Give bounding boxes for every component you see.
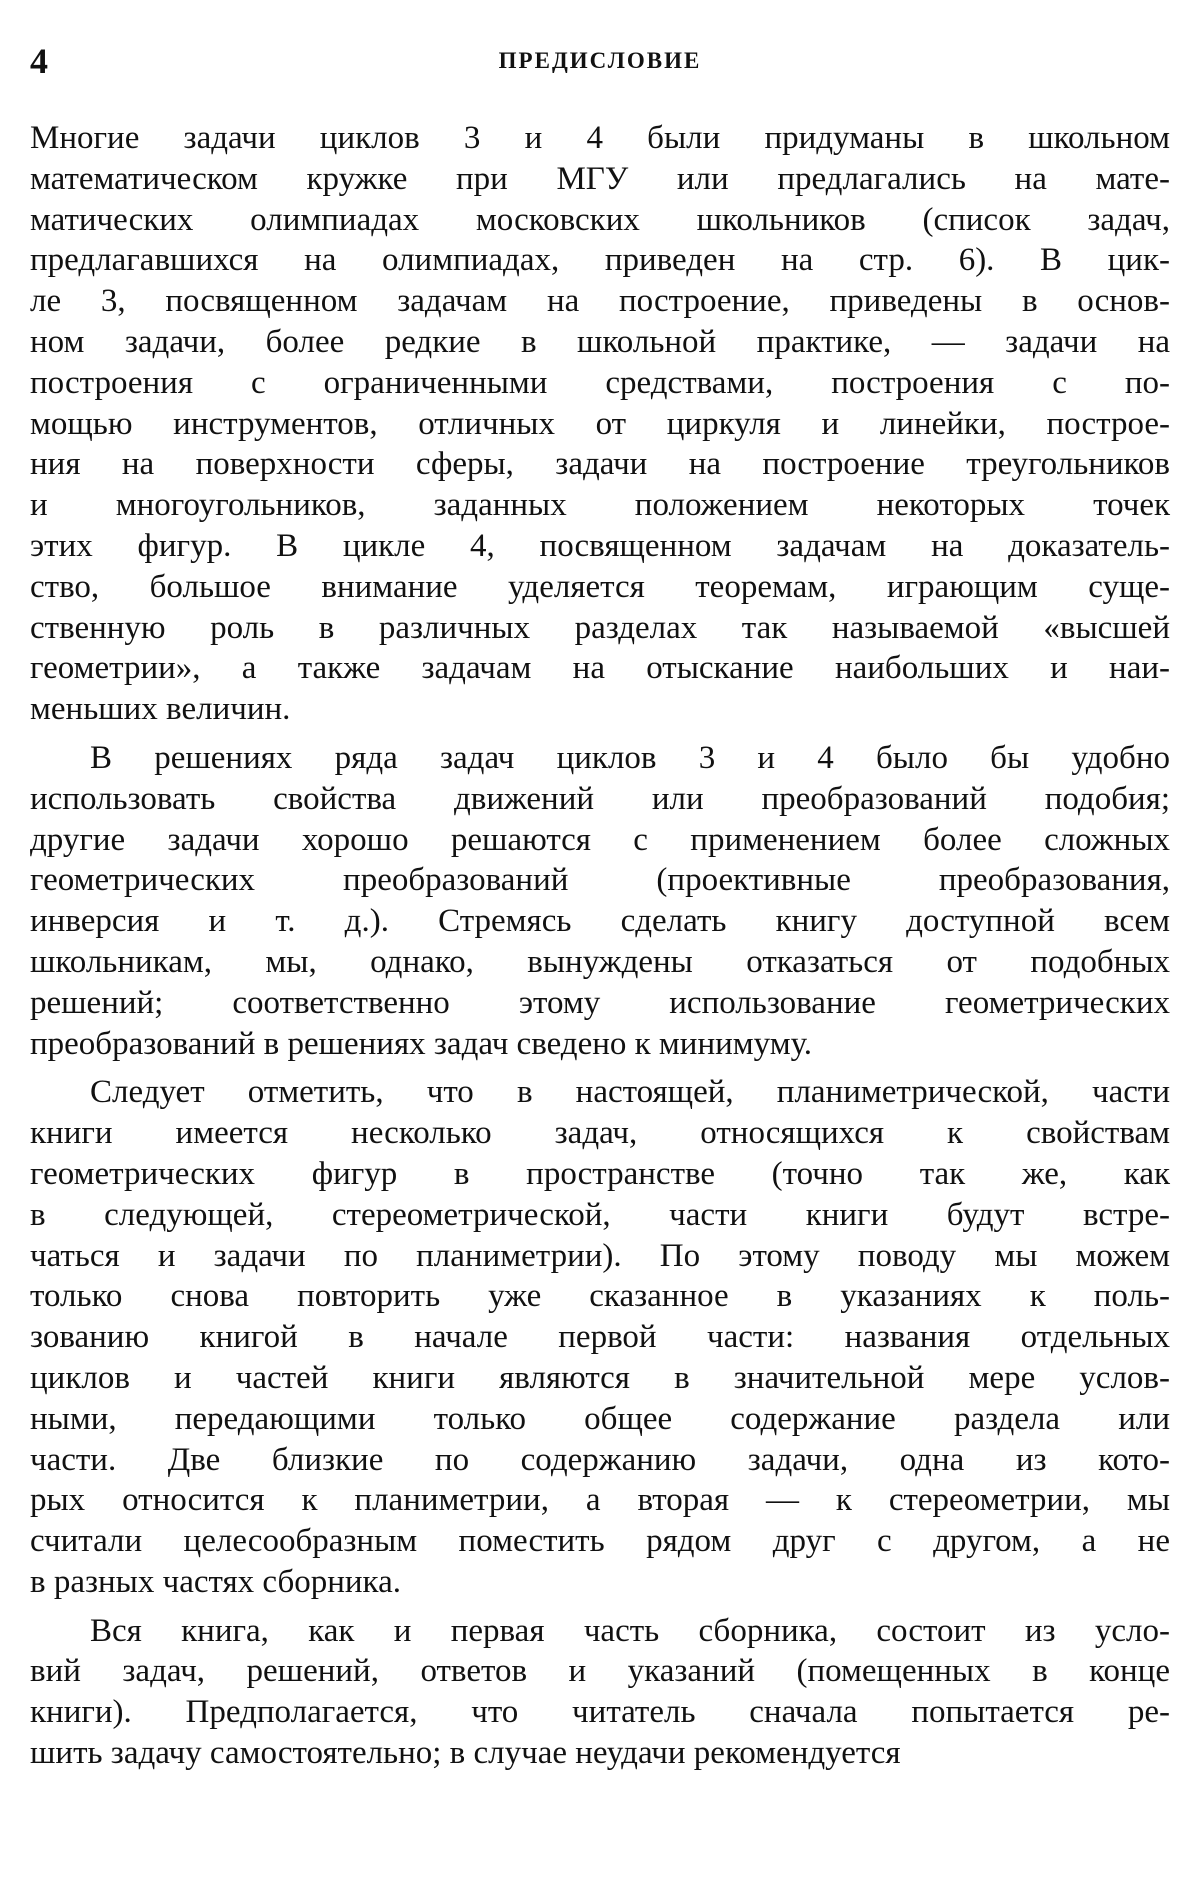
text-line: книги). Предполагается, что читатель сначала попытается ре- (30, 1694, 1170, 1731)
text-line: использовать свойства движений или преобразований подобия; (30, 780, 1170, 817)
text-line: геометрических преобразований (проективные преобразования, (30, 862, 1170, 899)
text-line: Многие задачи циклов 3 и 4 были придуманы в школьном (30, 120, 1170, 156)
text-line: предлагавшихся на олимпиадах, приведен на стр. 6). В цик- (30, 242, 1170, 279)
body-text (30, 118, 1170, 1782)
text-line: книги имеется несколько задач, относящихся к свойствам (30, 1115, 1170, 1152)
text-line: Вся книга, как и первая часть сборника, состоит из усло- (90, 1612, 1170, 1649)
text-line: вий задач, решений, ответов и указаний (помещенных в конце (30, 1653, 1170, 1690)
running-title: ПРЕДИСЛОВИЕ (498, 48, 702, 73)
text-line: чаться и задачи по планиметрии). По этому поводу мы можем (30, 1237, 1170, 1274)
text-line: Следует отметить, что в настоящей, планиметрической, части (90, 1074, 1170, 1111)
text-line: ство, большое внимание уделяется теоремам, играющим суще- (30, 568, 1170, 605)
text-line: геометрических фигур в пространстве (точно так же, как (30, 1155, 1170, 1192)
text-line: и многоугольников, заданных положением некоторых точек (30, 487, 1170, 524)
text-line: циклов и частей книги являются в значительной мере услов- (30, 1359, 1170, 1396)
text-line: геометрии», а также задачам на отыскание наибольших и наи- (30, 650, 1170, 687)
text-line: ными, передающими только общее содержание раздела или (30, 1400, 1170, 1437)
page-number: 4 (30, 41, 48, 81)
text-line: решений; соответственно этому использование геометрических (30, 984, 1170, 1021)
paragraph-4 (30, 1611, 1170, 1774)
text-line: ле 3, посвященном задачам на построение, приведены в основ- (30, 283, 1170, 320)
text-line: рых относится к планиметрии, а вторая — к стереометрии, мы (30, 1482, 1170, 1519)
paragraph-2 (30, 738, 1170, 1064)
paragraph-3 (30, 1072, 1170, 1602)
text-line: меньших величин. (30, 691, 291, 728)
text-line: преобразований в решениях задач сведено к минимуму. (30, 1025, 813, 1062)
text-line: ном задачи, более редкие в школьной практике, — задачи на (30, 323, 1170, 360)
text-line: ния на поверхности сферы, задачи на построение треугольников (30, 446, 1170, 483)
text-line: инверсия и т. д.). Стремясь сделать книгу доступной всем (30, 903, 1170, 940)
text-line: В решениях ряда задач циклов 3 и 4 было бы удобно (90, 739, 1170, 776)
text-line: в разных частях сборника. (30, 1563, 401, 1600)
text-line: другие задачи хорошо решаются с применением более сложных (30, 821, 1170, 858)
text-line: только снова повторить уже сказанное в указаниях к поль- (30, 1278, 1170, 1315)
text-line: шить задачу самостоятельно; в случае неудачи рекомендуется (30, 1735, 901, 1772)
paragraph-1 (30, 118, 1170, 730)
text-line: мощью инструментов, отличных от циркуля и линейки, построе- (30, 405, 1170, 442)
text-line: математическом кружке при МГУ или предлагались на мате- (30, 160, 1170, 197)
text-line: школьникам, мы, однако, вынуждены отказаться от подобных (30, 943, 1170, 980)
text-line: зованию книгой в начале первой части: названия отдельных (30, 1319, 1170, 1356)
text-line: в следующей, стереометрической, части книги будут встре- (30, 1196, 1170, 1233)
text-line: части. Две близкие по содержанию задачи, одна из кото- (30, 1441, 1170, 1478)
text-line: матических олимпиадах московских школьников (список задач, (30, 201, 1170, 238)
text-line: ственную роль в различных разделах так называемой «высшей (30, 609, 1170, 646)
text-line: считали целесообразным поместить рядом друг с другом, а не (30, 1523, 1170, 1560)
text-line: построения с ограниченными средствами, построения с по- (30, 364, 1170, 401)
text-line: этих фигур. В цикле 4, посвященном задачам на доказатель- (30, 527, 1170, 564)
